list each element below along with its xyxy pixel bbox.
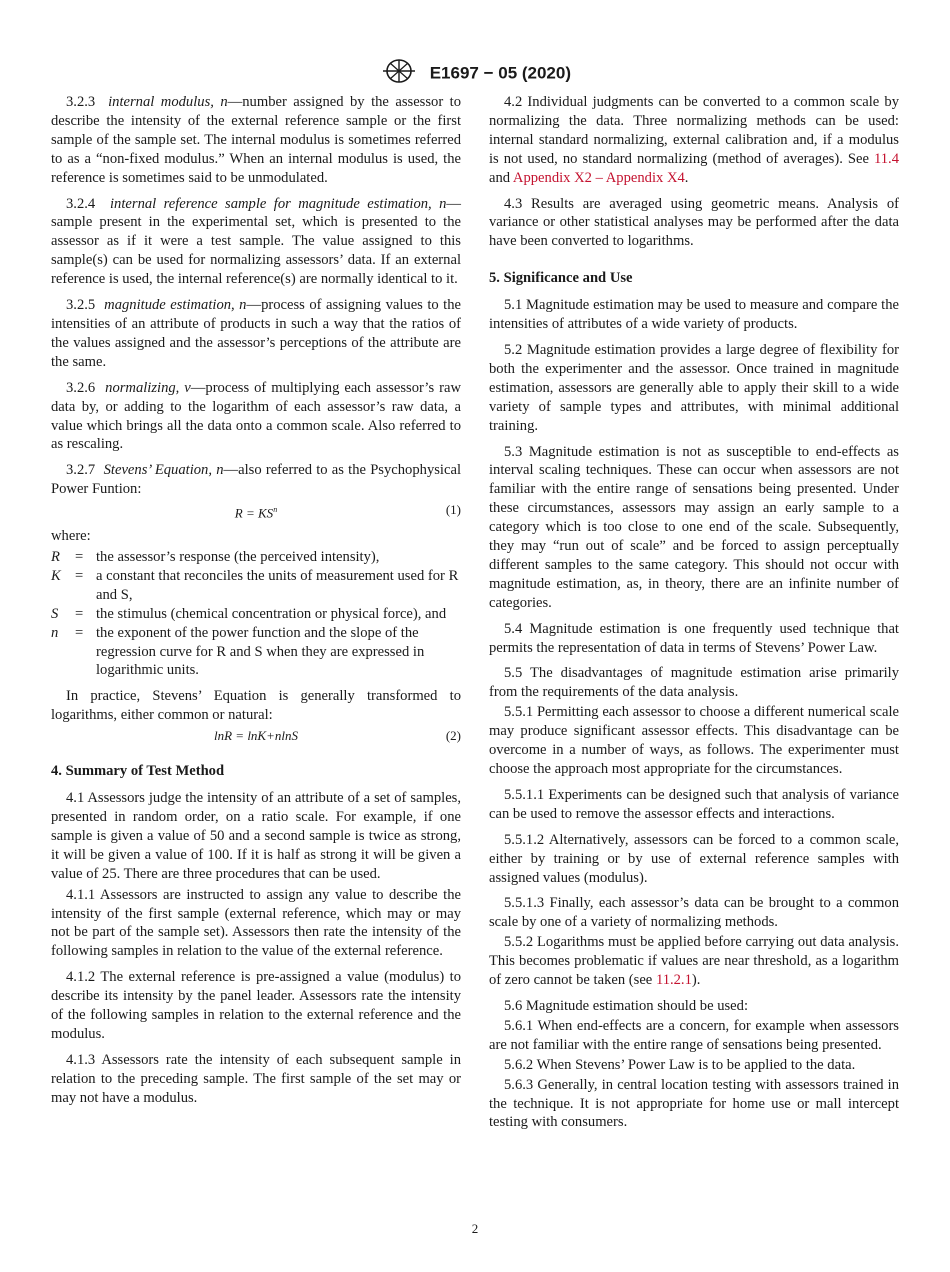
section-3-2-3: 3.2.3 internal modulus, n—number assigned by the assessor to describe the intensity of the external reference sample or the first sample of the sample set. The internal modulus is sometimes referred to as a “non-fixed modulus.” When an internal modulus is used, the reference is sometimes said to be unmodulated. — [51, 94, 461, 186]
equation-1 — [51, 501, 461, 520]
link-11-2-1[interactable]: 11.2.1 — [655, 972, 692, 989]
section-5-5-2: 5.5.2 Logarithms must be applied before carrying out data analysis. This becomes problematic if values are near threshold, as a logarithm of zero cannot be taken (see 11.2.1). — [489, 934, 899, 989]
section-5-6-3: 5.6.3 Generally, in central location testing with assessors trained in the technique. It is not appropriate for home use or mall intercept testing with consumers. — [489, 1076, 899, 1131]
section-4-heading: 4. Summary of Test Method — [51, 763, 225, 780]
definition-k: K = a constant that reconciles the units of measurement used for R and S, — [51, 567, 459, 603]
link-11-4[interactable]: 11.4 — [874, 150, 899, 167]
section-4-2: 4.2 Individual judgments can be converted to a common scale by normalizing the data. Three normalizing methods can be used: internal standard normalizing, external calibration and, if a modulus is not used, no standard normalizing (method of averages). See 11.4 and Appendix X2 – Appendix X4. — [489, 94, 899, 186]
section-5-6-1: 5.6.1 When end-effects are a concern, for example when assessors are not familiar with the entire range of sensations being presented. — [489, 1017, 899, 1053]
section-5-5-1: 5.5.1 Permitting each assessor to choose a different numerical scale may produce significant assessor effects. This disadvantage can be overcome in a number of ways, as follows. The experimenter must choose the approach most appropriate for the circumstances. — [489, 704, 899, 777]
section-5-6-2: 5.6.2 When Stevens’ Power Law is to be applied to the data. — [504, 1056, 856, 1073]
section-5-5-1-1: 5.5.1.1 Experiments can be designed such that analysis of variance can be used to remove the assessor effects and interactions. — [489, 786, 899, 822]
definition-s: S = the stimulus (chemical concentration or physical force), and — [51, 605, 447, 622]
left-column — [51, 93, 461, 1115]
practice-paragraph: In practice, Stevens’ Equation is generally transformed to logarithms, either common or natural: — [51, 688, 461, 724]
section-5-1: 5.1 Magnitude estimation may be used to measure and compare the intensities of attributes of a wide variety of products. — [489, 297, 899, 333]
equation-2 — [51, 727, 461, 746]
section-5-2: 5.2 Magnitude estimation provides a large degree of flexibility for both the experimenter and the assessor. Once trained in magnitude estimation, assessors are generally able to apply their skill to a wide variety of sample types and attributes, with minimal additional training. — [489, 341, 899, 434]
section-5-heading: 5. Significance and Use — [489, 270, 633, 287]
section-3-2-7: 3.2.7 Stevens’ Equation, n—also referred to as the Psychophysical Power Funtion: — [51, 462, 461, 498]
where-label: where: — [51, 528, 91, 545]
right-column — [489, 93, 899, 1139]
section-5-3: 5.3 Magnitude estimation is not as susceptible to end-effects as interval scaling techniques. These can occur when assessors are not familiar with the entire range of sensations being presented. Under these circumstances, assessors may assign an early sample to a category which is too close to one end of the scale. Subsequently, they may “run out of scale” and be forced to assign perceptually different samples to the same category. This should not occur with magnitude estimation, as, in theory, there are an infinite number of categories. — [489, 443, 899, 611]
page-header — [0, 58, 950, 89]
section-3-2-6: 3.2.6 normalizing, v—process of multiplying each assessor’s raw data by, or adding to the logarithm of each assessor’s raw data, a value which brings all the data onto a common scale. Also referred to as rescaling. — [51, 379, 462, 453]
page-number: 2 — [471, 1221, 479, 1236]
section-5-4: 5.4 Magnitude estimation is one frequently used technique that permits the representation of data in terms of Stevens’ Power Law. — [489, 620, 899, 656]
link-appendix-x2-x4[interactable]: Appendix X2 – Appendix X4 — [512, 169, 685, 186]
equation-2-number: (2) — [445, 728, 461, 744]
definition-n: n = the exponent of the power function and the slope of the regression curve for R and S when they are expressed in logarithmic units. — [51, 624, 425, 679]
standard-designation: E1697 − 05 (2020) — [429, 63, 572, 83]
section-5-5: 5.5 The disadvantages of magnitude estimation arise primarily from the requirements of the data analysis. — [489, 665, 899, 701]
section-4-3: 4.3 Results are averaged using geometric means. Analysis of variance or other statistical analyses may be performed after the data have been converted to logarithms. — [489, 195, 899, 250]
equation-2-expression: lnR = lnK+nlnS — [214, 728, 298, 744]
section-4-1: 4.1 Assessors judge the intensity of an attribute of a set of samples, presented in random order, on a ratio scale. For example, if one sample is given a value of 50 and a second sample is twice as strong, it will be given a value of 100. If it is half as strong it will be given a value of 25. There are three procedures that can be used. — [51, 790, 461, 882]
equation-1-expression: $R = KS^n$ — [234, 505, 278, 521]
section-4-1-2: 4.1.2 The external reference is pre-assigned a value (modulus) to describe its intensity by the panel leader. Assessors rate the intensity of the following samples in relation to the external reference and the modulus. — [51, 969, 461, 1042]
astm-logo-icon — [379, 58, 419, 89]
section-3-2-4: 3.2.4 internal reference sample for magnitude estimation, n—sample present in the experimental set, which is presented to the assessor as if it were a test sample. The value assigned to this sample(s) can be used for normalizing assessors’ data. If an external reference is used, the internal reference(s) are normally identical to it. — [51, 195, 461, 288]
section-3-2-5: 3.2.5 magnitude estimation, n—process of assigning values to the intensities of an attribute of products in such a way that the ratios of the values assigned and the assessor’s perceptions of the attribute are the same. — [51, 297, 461, 370]
section-5-5-1-2: 5.5.1.2 Alternatively, assessors can be forced to a common scale, either by training or by use of external reference samples with assigned values (modulus). — [489, 831, 899, 886]
definition-r: R = the assessor’s response (the perceived intensity), — [51, 549, 380, 566]
section-5-5-1-3: 5.5.1.3 Finally, each assessor’s data can be brought to a common scale by one of a variety of normalizing methods. — [489, 895, 899, 931]
section-5-6: 5.6 Magnitude estimation should be used: — [504, 997, 749, 1014]
section-4-1-3: 4.1.3 Assessors rate the intensity of each subsequent sample in relation to the preceding sample. The first sample of the set may or may not have a modulus. — [51, 1051, 461, 1106]
equation-1-number: (1) — [445, 502, 461, 518]
section-4-1-1: 4.1.1 Assessors are instructed to assign any value to describe the intensity of the first sample (external reference, which may or may not be part of the sample set). Assessors then rate the intensity of the following samples in relation to the value of the external reference. — [51, 886, 461, 960]
